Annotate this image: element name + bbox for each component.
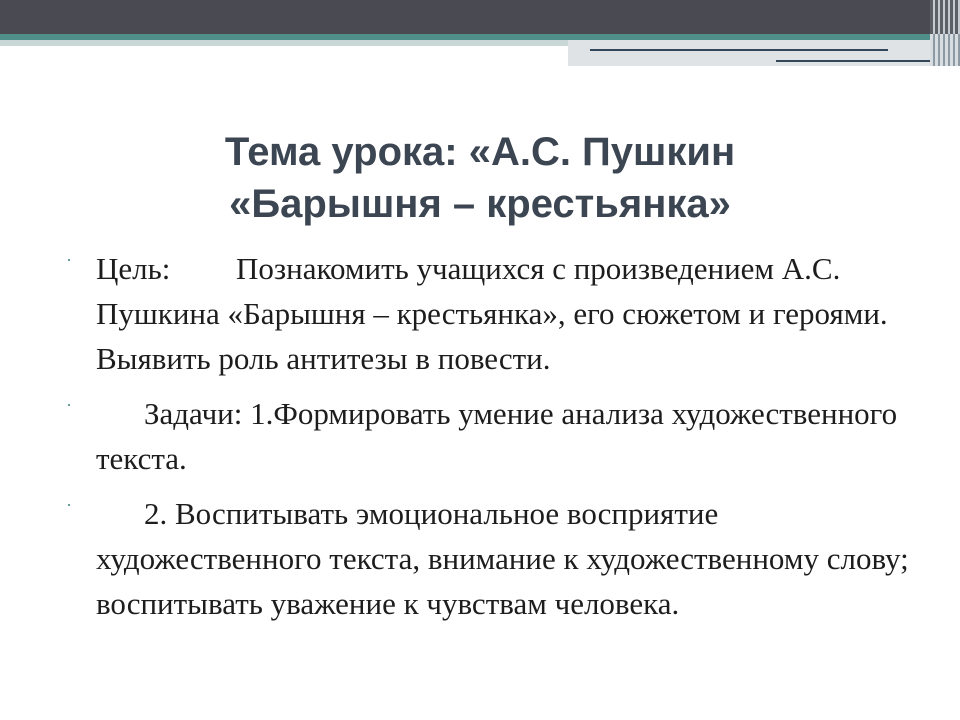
bullet-item-task-2 [66, 491, 926, 626]
bullet-dot-icon: · [66, 495, 72, 515]
bullet-item-tasks [66, 391, 926, 481]
goal-label: Цель: [96, 251, 171, 286]
decorative-stripes-top [930, 0, 960, 34]
tasks-text: Задачи: 1.Формировать умение анализа художественного текста. [96, 396, 898, 476]
header-band [0, 0, 960, 34]
bullet-dot-icon: · [66, 395, 72, 415]
bullet-list [66, 246, 926, 636]
slide-title-line-2: «Барышня – крестьянка» [229, 182, 731, 226]
header-corner-block [568, 40, 960, 66]
slide-title [0, 126, 960, 230]
slide-title-line-1: Тема урока: «А.С. Пушкин [224, 130, 736, 174]
goal-text: Познакомить учащихся с произведением А.С. Пушкина «Барышня – крестьянка», его сюжетом и героями. Выявить роль антитезы в повести. [96, 251, 888, 376]
task-2-text: 2. Воспитывать эмоциональное восприятие художественного текста, внимание к художественному слову; воспитывать уважение к чувствам человека. [96, 496, 909, 621]
bullet-item-goal [66, 246, 926, 381]
decorative-line [776, 60, 944, 62]
decorative-line [590, 49, 888, 51]
bullet-dot-icon: · [66, 250, 72, 270]
